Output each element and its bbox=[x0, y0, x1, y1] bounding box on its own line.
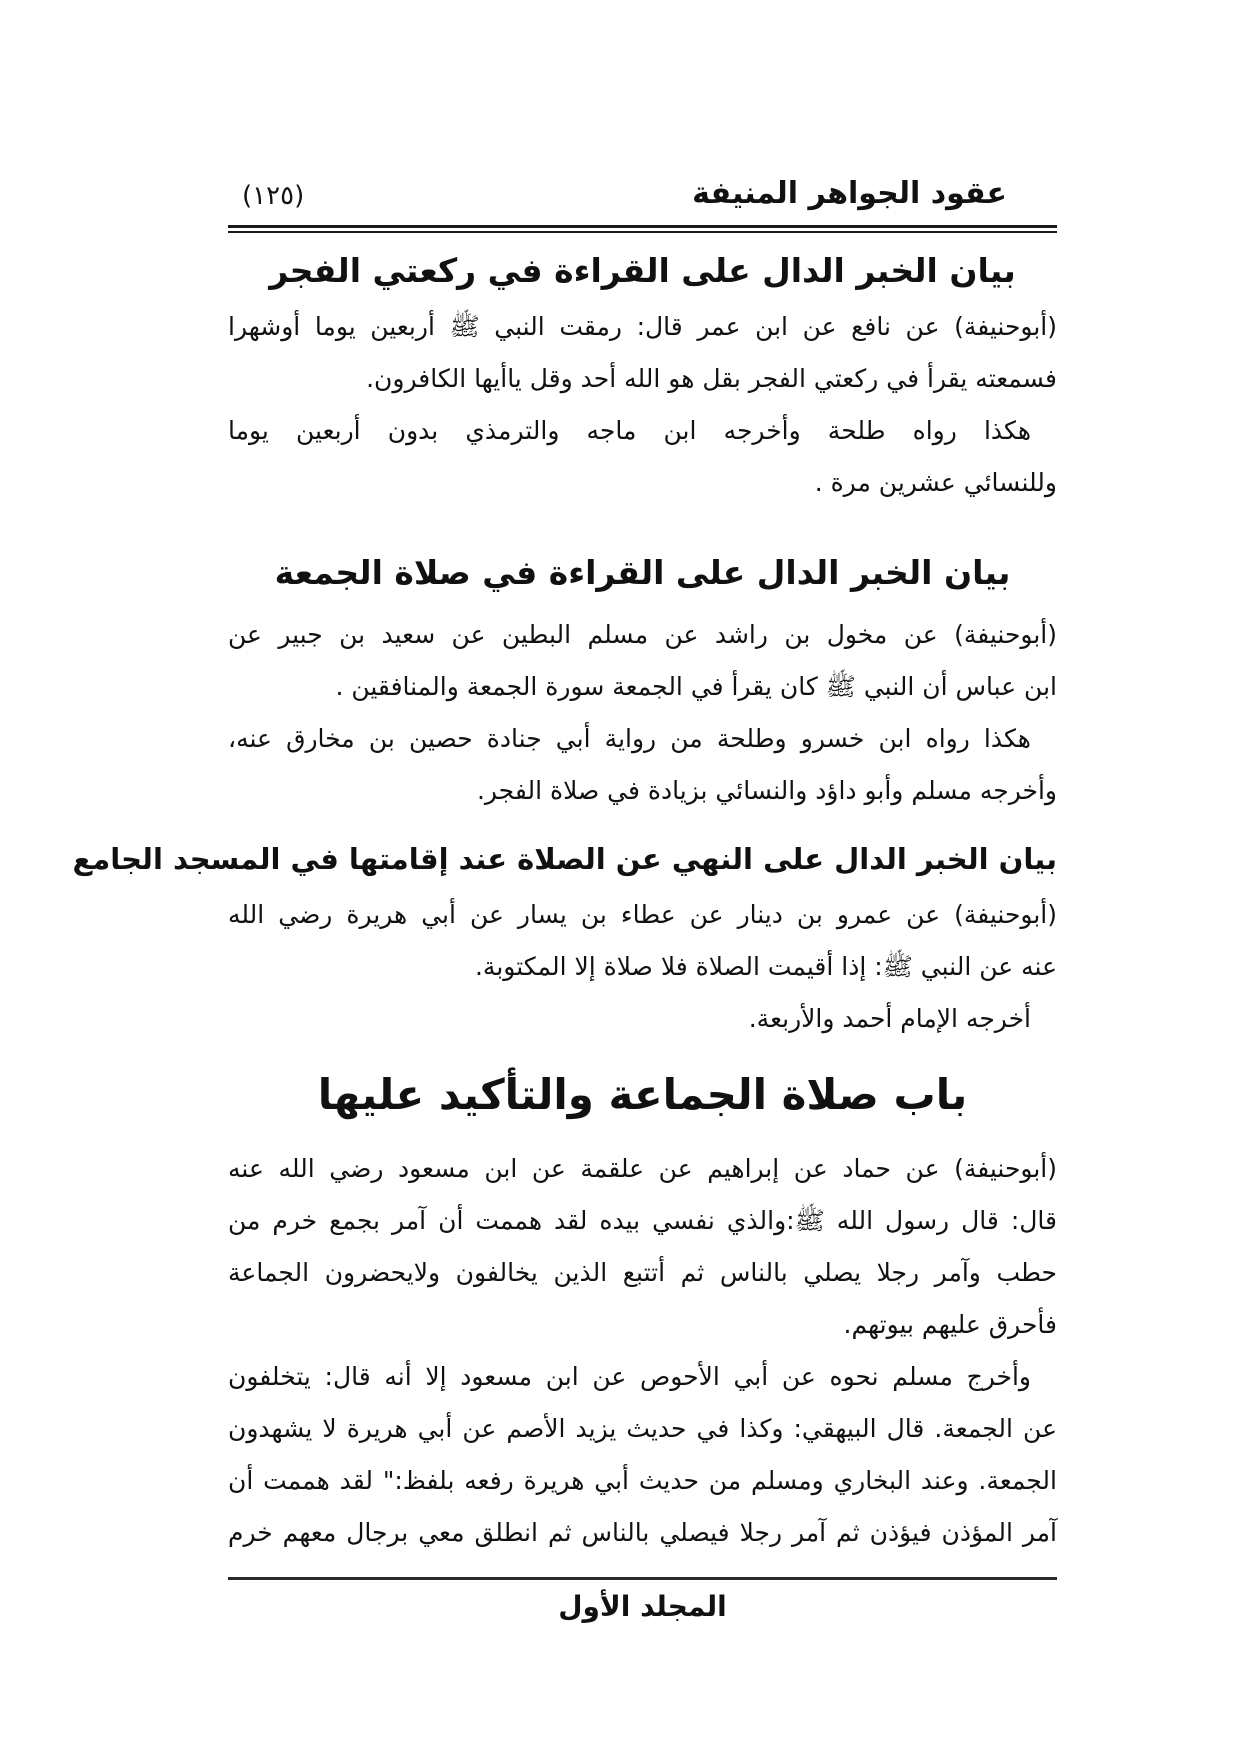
volume-label: المجلد الأول bbox=[558, 1590, 727, 1623]
section-heading: بيان الخبر الدال على القراءة في ركعتي الفجر bbox=[269, 251, 1016, 290]
page-content bbox=[72, 0, 1057, 1559]
paragraph bbox=[228, 889, 1057, 993]
text-line: (أبوحنيفة) عن مخول بن راشد عن مسلم البطين عن سعيد بن جبير عن bbox=[228, 620, 1057, 649]
text-line: قال: قال رسول الله ﷺ:والذي نفسي بيده لقد هممت أن آمر بجمع خرم من bbox=[228, 1206, 1057, 1235]
text-line: ابن عباس أن النبي ﷺ كان يقرأ في الجمعة سورة الجمعة والمنافقين . bbox=[335, 672, 1057, 701]
text-line: فسمعته يقرأ في ركعتي الفجر بقل هو الله أحد وقل ياأيها الكافرون. bbox=[366, 364, 1057, 393]
text-line: هكذا رواه ابن خسرو وطلحة من رواية أبي جنادة حصين بن مخارق عنه، bbox=[228, 724, 1031, 753]
text-line: فأحرق عليهم بيوتهم. bbox=[843, 1310, 1057, 1339]
text-line: حطب وآمر رجلا يصلي بالناس ثم أتتبع الذين يخالفون ولايحضرون الجماعة bbox=[228, 1258, 1057, 1287]
text-line: عن الجمعة. قال البيهقي: وكذا في حديث يزيد الأصم عن أبي هريرة لا يشهدون bbox=[228, 1414, 1057, 1443]
text-line: وأخرج مسلم نحوه عن أبي الأحوص عن ابن مسعود إلا أنه قال: يتخلفون bbox=[228, 1362, 1031, 1391]
page-number: (١٢٥) bbox=[242, 181, 305, 211]
text-line: وللنسائي عشرين مرة . bbox=[814, 468, 1057, 497]
header-rule bbox=[228, 225, 1057, 233]
paragraph bbox=[228, 405, 1057, 509]
page-footer bbox=[228, 1577, 1057, 1623]
text-line: (أبوحنيفة) عن نافع عن ابن عمر قال: رمقت النبي ﷺ أربعين يوما أوشهرا bbox=[228, 312, 1057, 341]
paragraph bbox=[228, 609, 1057, 713]
paragraph bbox=[228, 993, 1057, 1045]
text-line: (أبوحنيفة) عن عمرو بن دينار عن عطاء بن يسار عن أبي هريرة رضي الله bbox=[228, 900, 1057, 929]
paragraph bbox=[228, 713, 1057, 817]
text-line: هكذا رواه طلحة وأخرجه ابن ماجه والترمذي بدون أربعين يوما bbox=[228, 416, 1031, 445]
paragraph bbox=[228, 1351, 1057, 1559]
text-line: آمر المؤذن فيؤذن ثم آمر رجلا فيصلي بالناس ثم انطلق معي برجال معهم خرم bbox=[228, 1518, 1057, 1547]
section-heading: بيان الخبر الدال على النهي عن الصلاة عند إقامتها في المسجد الجامع bbox=[72, 842, 1057, 876]
chapter-heading: باب صلاة الجماعة والتأكيد عليها bbox=[317, 1070, 968, 1119]
text-line: الجمعة. وعند البخاري ومسلم من حديث أبي هريرة رفعه بلفظ:" لقد هممت أن bbox=[228, 1466, 1057, 1495]
page-header bbox=[228, 176, 1057, 225]
paragraph bbox=[228, 301, 1057, 405]
book-title: عقود الجواهر المنيفة bbox=[692, 176, 1007, 211]
text-line: عنه عن النبي ﷺ: إذا أقيمت الصلاة فلا صلاة إلا المكتوبة. bbox=[474, 952, 1057, 981]
section-heading: بيان الخبر الدال على القراءة في صلاة الجمعة bbox=[274, 553, 1011, 592]
text-line: (أبوحنيفة) عن حماد عن إبراهيم عن علقمة عن ابن مسعود رضي الله عنه bbox=[228, 1154, 1057, 1183]
text-line: أخرجه الإمام أحمد والأربعة. bbox=[748, 1004, 1031, 1033]
text-line: وأخرجه مسلم وأبو داؤد والنسائي بزيادة في صلاة الفجر. bbox=[476, 776, 1057, 805]
paragraph bbox=[228, 1143, 1057, 1351]
